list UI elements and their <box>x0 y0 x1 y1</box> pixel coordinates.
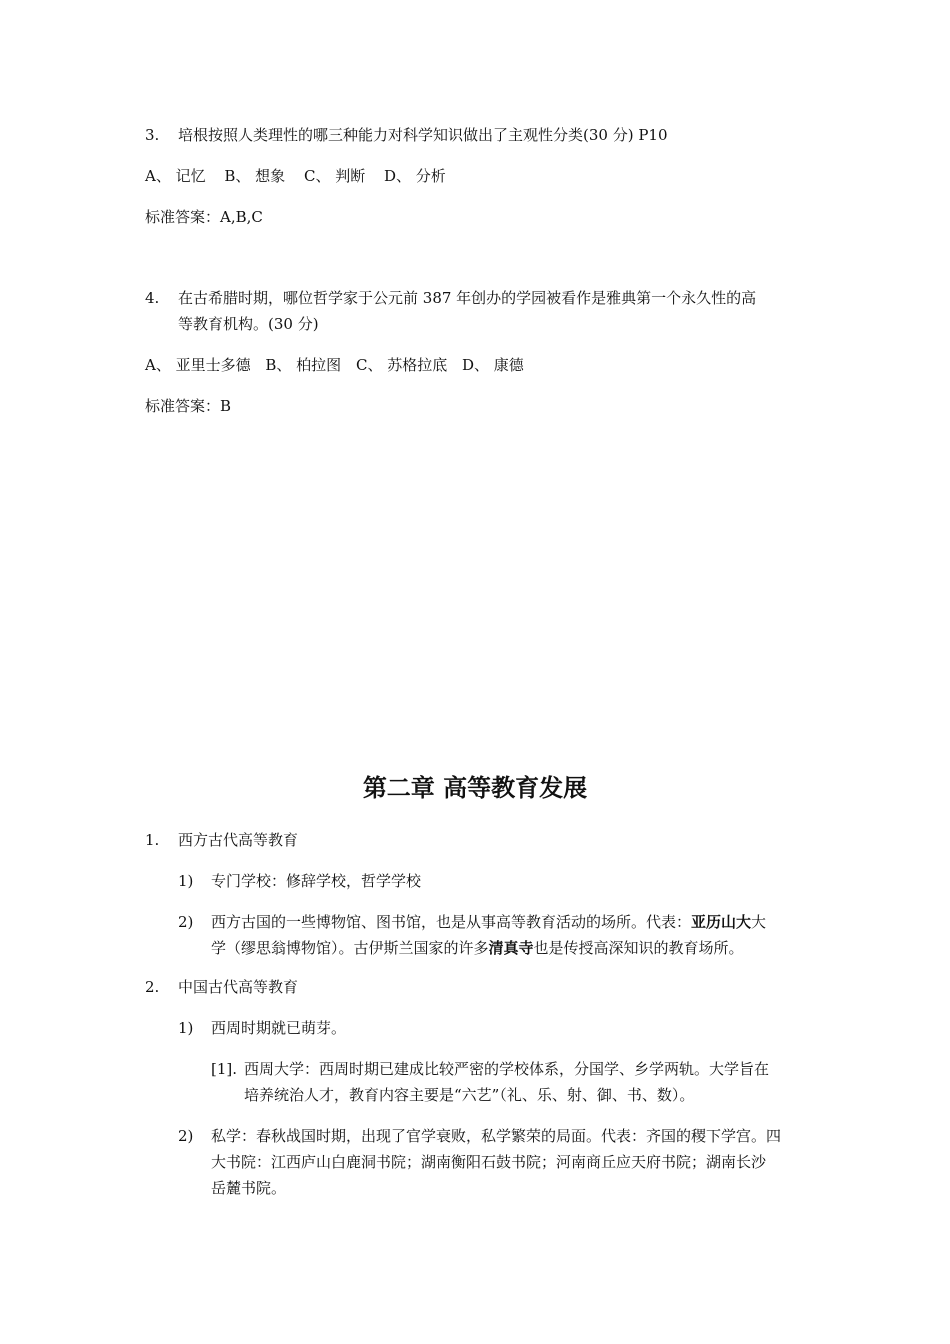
question-text-line-2: 等教育机构。(30 分) <box>178 315 319 333</box>
option-a: A、 记忆 <box>145 167 206 185</box>
question-text-line-1: 在古希腊时期，哪位哲学家于公元前 387 年创办的学园被看作是雅典第一个永久性的高 <box>178 289 757 307</box>
question-number: 3. <box>145 126 160 144</box>
question-3-options <box>145 163 460 189</box>
chapter-title: 第二章 高等教育发展 <box>362 774 588 802</box>
item-number: 2) <box>178 1127 194 1145</box>
section-number: 2. <box>145 978 160 996</box>
item-number: 1) <box>178 872 194 890</box>
text-run: 西方古国的一些博物馆、图书馆，也是从事高等教育活动的场所。代表： <box>211 913 692 931</box>
section-title: 西方古代高等教育 <box>178 831 299 849</box>
section-title: 中国古代高等教育 <box>178 978 299 996</box>
item-number: 1) <box>178 1019 194 1037</box>
subitem-text-line-2: 培养统治人才，教育内容主要是“六艺”（礼、乐、射、御、书、数）。 <box>244 1086 695 1104</box>
item-text-line-3: 岳麓书院。 <box>211 1179 287 1197</box>
section-number: 1. <box>145 831 160 849</box>
text-run: 大 <box>751 913 767 931</box>
text-run: 学（缪思翁博物馆）。古伊斯兰国家的许多 <box>211 939 489 957</box>
option-d: D、 分析 <box>384 167 446 185</box>
item-text: 西周时期就已萌芽。 <box>211 1019 347 1037</box>
question-number: 4. <box>145 289 160 307</box>
option-b: B、 柏拉图 <box>265 356 342 374</box>
item-text: 专门学校：修辞学校，哲学学校 <box>211 872 422 890</box>
option-a: A、 亚里士多德 <box>145 356 251 374</box>
subitem-number: [1]. <box>211 1060 238 1078</box>
question-3-answer: 标准答案：A,B,C <box>145 208 263 226</box>
option-c: C、 苏格拉底 <box>355 356 448 374</box>
item-text-line-2: 大书院：江西庐山白鹿洞书院；湖南衡阳石鼓书院；河南商丘应天府书院；湖南长沙 <box>211 1153 767 1171</box>
bold-term: 亚历山大 <box>691 913 752 931</box>
question-text: 培根按照人类理性的哪三种能力对科学知识做出了主观性分类(30 分) P10 <box>178 126 668 144</box>
option-d: D、 康德 <box>462 356 524 374</box>
item-number: 2) <box>178 913 194 931</box>
item-text-line-2 <box>211 935 744 961</box>
question-4-options <box>145 352 534 378</box>
bold-term: 清真寺 <box>488 939 534 957</box>
item-text-line-1 <box>211 909 766 935</box>
question-4-answer: 标准答案：B <box>145 397 232 415</box>
text-run: 也是传授高深知识的教育场所。 <box>533 939 744 957</box>
option-b: B、 想象 <box>224 167 286 185</box>
item-text-line-1: 私学：春秋战国时期，出现了官学衰败，私学繁荣的局面。代表：齐国的稷下学宫。四 <box>211 1127 782 1145</box>
subitem-text-line-1: 西周大学：西周时期已建成比较严密的学校体系，分国学、乡学两轨。大学旨在 <box>244 1060 770 1078</box>
option-c: C、 判断 <box>303 167 366 185</box>
